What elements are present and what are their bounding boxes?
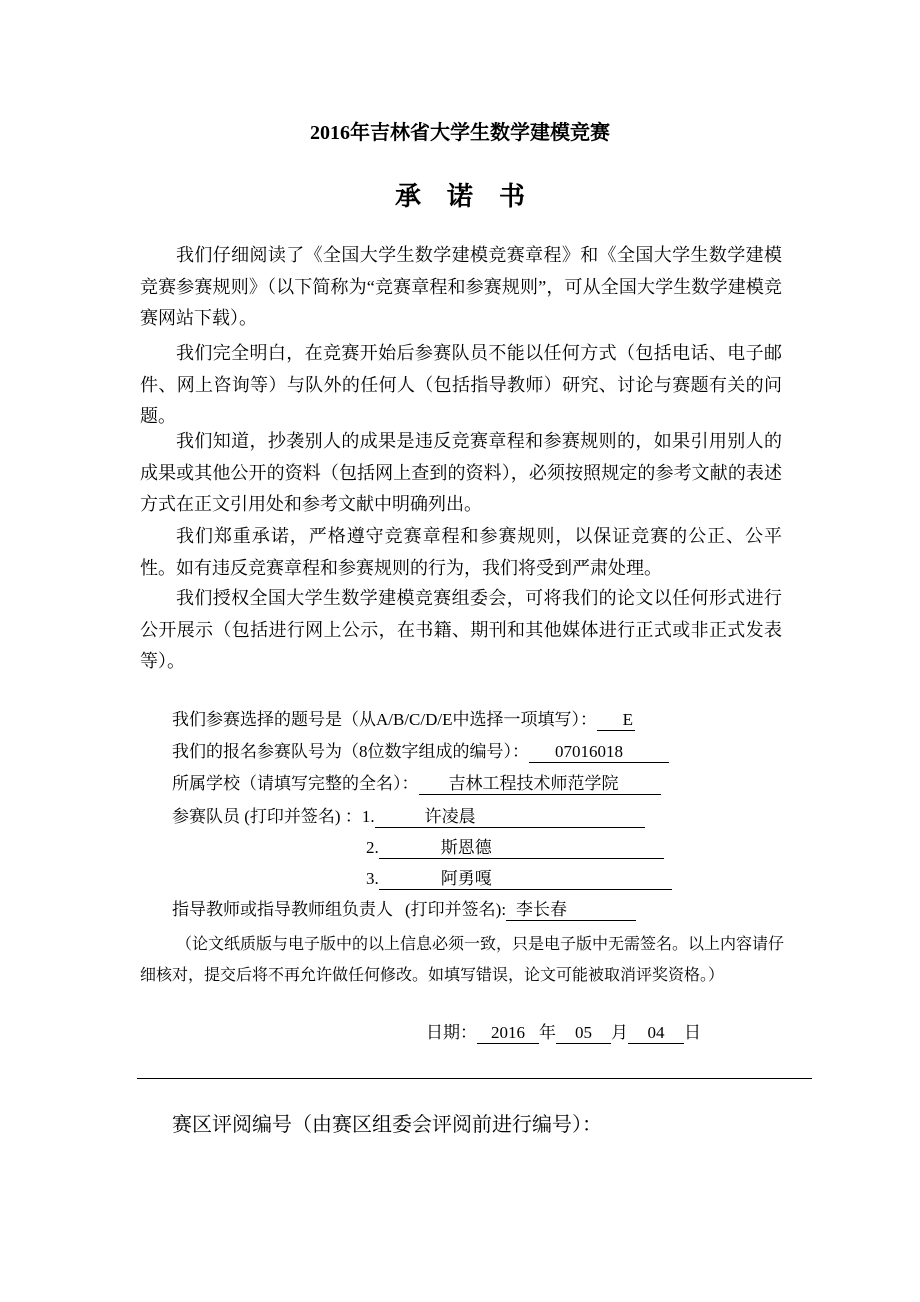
date-month: 05 [556,1023,611,1044]
paragraph-3: 我们知道，抄袭别人的成果是违反竞赛章程和参赛规则的，如果引用别人的成果或其他公开的资料（包括网上查到的资料），必须按照规定的参考文献的表述方式在正文引用处和参考文献中明确列出。 [140,431,782,514]
school-label: 所属学校（请填写完整的全名）： [172,774,419,793]
problem-value: E [597,710,635,731]
member-3-field [366,867,672,891]
advisor-label: 指导教师或指导教师组负责人 [172,900,393,919]
advisor-field [172,898,636,922]
paragraph-4: 我们郑重承诺，严格遵守竞赛章程和参赛规则，以保证竞赛的公正、公平性。如有违反竞赛章程和参赛规则的行为，我们将受到严肃处理。 [140,526,782,578]
advisor-sign-label: (打印并签名): [405,900,507,919]
team-field [172,740,669,764]
date-year: 2016 [477,1023,539,1044]
date-month-unit: 月 [611,1023,628,1042]
team-value: 07016018 [529,742,669,763]
problem-label: 我们参赛选择的题号是（从A/B/C/D/E中选择一项填写）： [172,710,598,729]
notice-text: （论文纸质版与电子版中的以上信息必须一致，只是电子版中无需签名。以上内容请仔细核对，提交后将不再允许做任何修改。如填写错误，论文可能被取消评奖资格。） [140,934,785,984]
school-field [172,772,661,796]
paragraph-2: 我们完全明白，在竞赛开始后参赛队员不能以任何方式（包括电话、电子邮件、网上咨询等）与队外的任何人（包括指导教师）研究、讨论与赛题有关的问题。 [140,343,782,426]
team-label: 我们的报名参赛队号为（8位数字组成的编号）： [172,742,529,761]
member-3-name: 阿勇嘎 [379,869,672,890]
document-subtitle: 承诺书 [394,182,551,211]
document-title: 2016年吉林省大学生数学建模竞赛 [310,122,610,144]
member-1-name: 许凌晨 [375,807,645,828]
advisor-value: 李长春 [506,900,636,921]
date-day-unit: 日 [684,1023,701,1042]
review-number-label: 赛区评阅编号（由赛区组委会评阅前进行编号）： [172,1114,602,1136]
members-label: 参赛队员 (打印并签名) ： [172,807,362,826]
member-1-field [172,805,645,829]
paragraph-1: 我们仔细阅读了《全国大学生数学建模竞赛章程》和《全国大学生数学建模竞赛参赛规则》（以下简称为“竞赛章程和参赛规则”，可从全国大学生数学建模竞赛网站下载）。 [140,245,782,328]
paragraph-5: 我们授权全国大学生数学建模竞赛组委会，可将我们的论文以任何形式进行公开展示（包括进行网上公示，在书籍、期刊和其他媒体进行正式或非正式发表等）。 [140,588,782,671]
member-2-num: 2. [366,838,379,857]
date-year-unit: 年 [539,1023,556,1042]
school-value: 吉林工程技术师范学院 [419,774,661,795]
date-label: 日期： [426,1023,477,1042]
date-day: 04 [628,1023,684,1044]
member-2-name: 斯恩德 [379,838,664,859]
problem-field [172,708,635,732]
member-1-num: 1. [361,807,375,826]
section-divider [137,1078,812,1079]
member-2-field [366,836,664,860]
date-field [426,1018,701,1044]
member-3-num: 3. [366,869,379,888]
